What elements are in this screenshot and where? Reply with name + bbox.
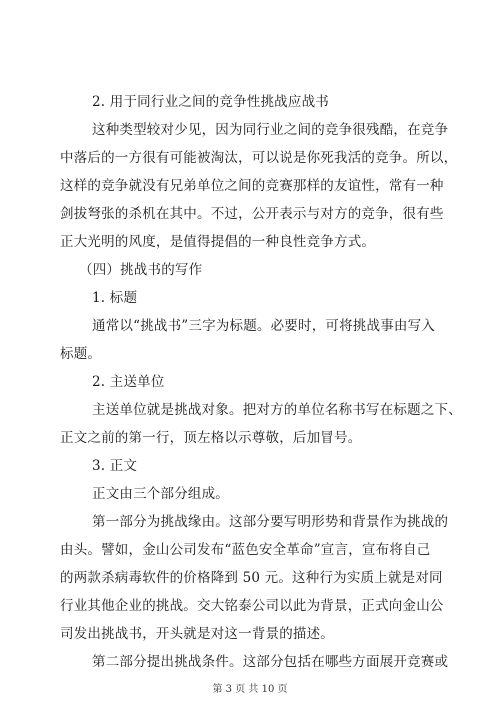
paragraph-line: 正文之前的第一行，顶左格以示尊敬，后加冒号。 (60, 430, 362, 446)
paragraph-line: 标题。 (60, 346, 102, 362)
paragraph-line: 由头。譬如，金山公司发布“蓝色安全革命”宣言，宣布将自己 (60, 542, 431, 558)
paragraph-line: 这样的竞争就没有兄弟单位之间的竞赛那样的友谊性，常有一种 (60, 178, 444, 194)
heading-3-body: 3. 正文 (92, 458, 138, 474)
paragraph-line: 行业其他企业的挑战。交大铭泰公司以此为背景，正式向金山公 (60, 598, 444, 614)
heading-2-recipient: 2. 主送单位 (92, 374, 165, 390)
paragraph-line: 正文由三个部分组成。 (92, 486, 229, 502)
paragraph-line: 司发出挑战书，开头就是对这一背景的描述。 (60, 626, 334, 642)
paragraph-line: 剑拔弩张的杀机在其中。不过，公开表示与对方的竞争，很有些 (60, 206, 444, 222)
paragraph-line: 通常以“挑战书”三字为标题。必要时，可将挑战事由写入 (92, 318, 436, 334)
paragraph-line: 第一部分为挑战缘由。这部分要写明形势和背景作为挑战的 (92, 514, 449, 530)
section-heading-writing: （四）挑战书的写作 (79, 262, 203, 278)
paragraph-line: 中落后的一方很有可能被淘汰，可以说是你死我活的竞争。所以， (60, 150, 458, 166)
heading-1-title: 1. 标题 (92, 290, 138, 306)
paragraph-line: 这种类型较对少见，因为同行业之间的竞争很残酷，在竞争 (92, 122, 449, 138)
page-footer: 第 3 页 共 10 页 (212, 684, 288, 695)
paragraph-line: 正大光明的风度，是值得提倡的一种良性竞争方式。 (60, 234, 376, 250)
paragraph-line: 的两款杀病毒软件的价格降到 50 元。这种行为实质上就是对同 (60, 570, 443, 586)
paragraph-line: 第二部分提出挑战条件。这部分包括在哪些方面展开竞赛或 (92, 654, 449, 670)
heading-2-competitive: 2. 用于同行业之间的竞争性挑战应战书 (92, 94, 329, 110)
paragraph-line: 主送单位就是挑战对象。把对方的单位名称书写在标题之下、 (92, 402, 462, 418)
